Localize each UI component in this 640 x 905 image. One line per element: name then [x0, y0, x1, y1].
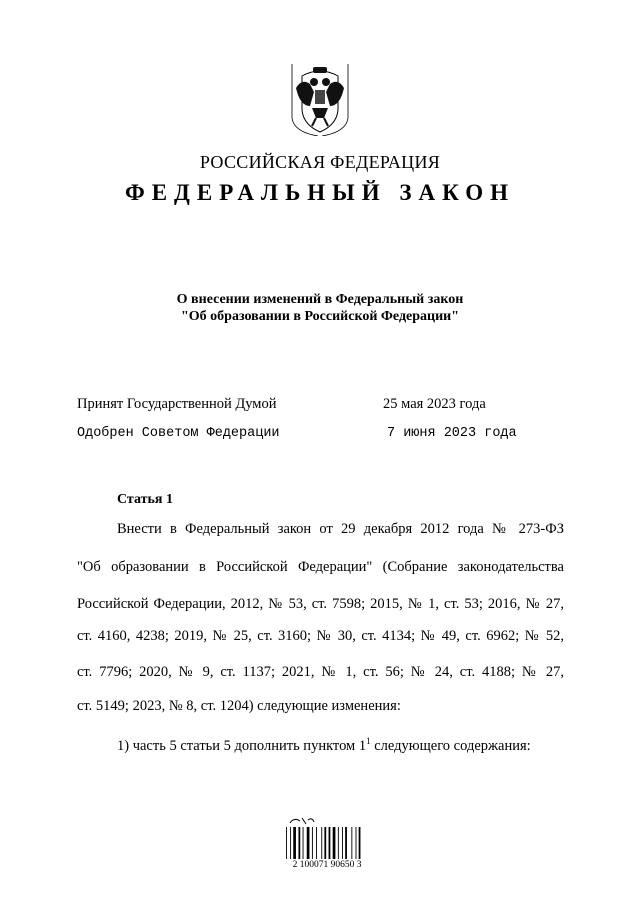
council-approval-date: 7 июня 2023 года: [387, 426, 517, 441]
law-title-line-1: О внесении изменений в Федеральный закон: [176, 292, 464, 307]
article-heading: Статья 1: [117, 492, 173, 507]
article-line-3: Российской Федерации, 2012, № 53, ст. 7598; 2015, № 1, ст. 53; 2016, № 27,: [77, 596, 564, 612]
document-type: ФЕДЕРАЛЬНЫЙ ЗАКОН: [124, 180, 516, 205]
council-approval-label: Одобрен Советом Федерации: [77, 426, 280, 441]
barcode-icon: [284, 815, 362, 863]
duma-adoption-label: Принят Государственной Думой: [77, 396, 277, 412]
article-item-1: [117, 736, 564, 755]
item-1-superscript: 1: [366, 736, 371, 746]
barcode-number: 2 100071 90650 3: [292, 860, 362, 870]
article-line-6: ст. 5149; 2023, № 8, ст. 1204) следующие изменения:: [77, 698, 401, 714]
article-line-5: ст. 7796; 2020, № 9, ст. 1137; 2021, № 1, ст. 56; № 24, ст. 4188; № 27,: [77, 664, 564, 680]
law-title: [0, 291, 640, 325]
item-1-tail: следующего содержания:: [370, 738, 531, 754]
country-name: РОССИЙСКАЯ ФЕДЕРАЦИЯ: [199, 152, 441, 172]
duma-adoption-date: 25 мая 2023 года: [383, 396, 486, 412]
russian-coat-of-arms-icon: [288, 62, 352, 136]
law-title-line-2: "Об образовании в Российской Федерации": [181, 309, 459, 324]
article-line-4: ст. 4160, 4238; 2019, № 25, ст. 3160; № 30, ст. 4134; № 49, ст. 6962; № 52,: [77, 628, 564, 644]
item-1-text: 1) часть 5 статьи 5 дополнить пунктом 1: [117, 738, 367, 754]
article-line-2: "Об образовании в Российской Федерации" (Собрание законодательства: [77, 559, 564, 575]
article-line-1: Внести в Федеральный закон от 29 декабря 2012 года № 273-ФЗ: [117, 521, 564, 537]
